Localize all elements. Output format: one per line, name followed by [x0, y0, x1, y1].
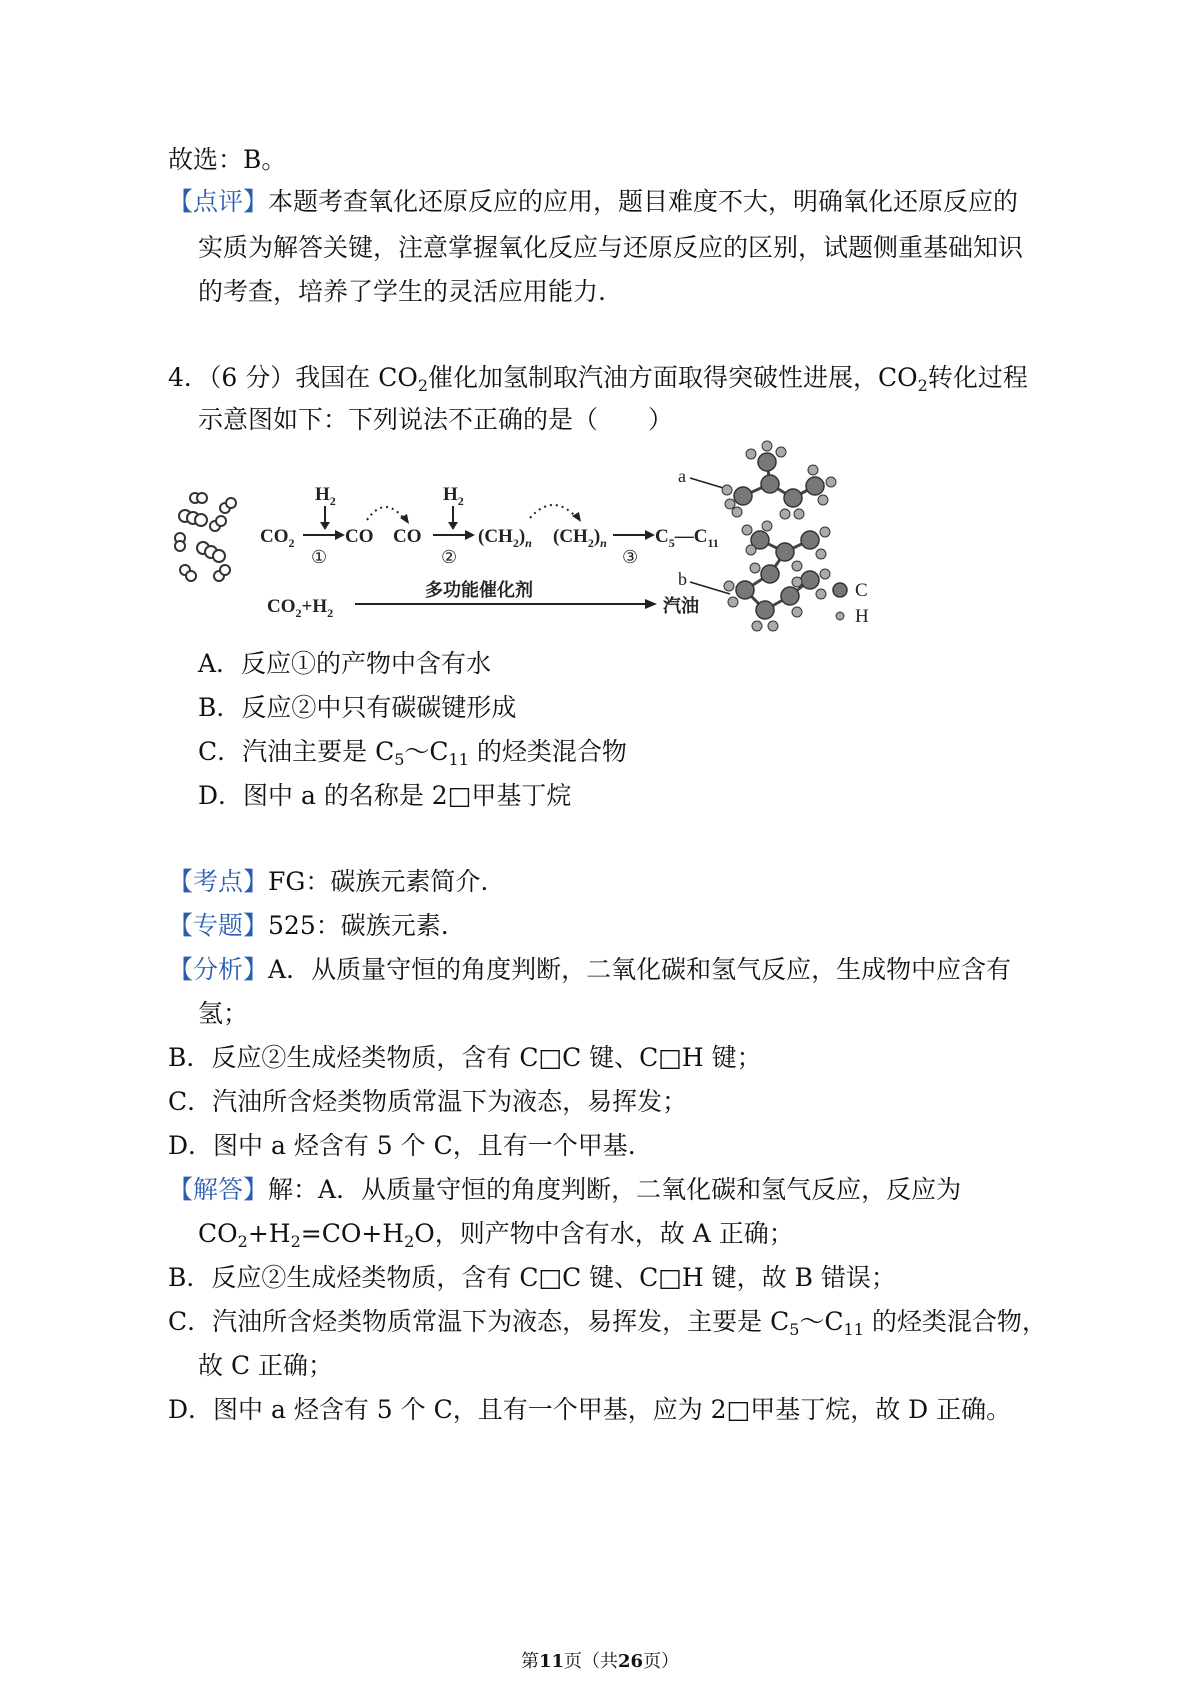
label-b: b [678, 569, 687, 589]
fenxi-line-1 [168, 954, 1011, 986]
option-c-text-a: C．汽油主要是 C [198, 737, 395, 766]
fenxi-tag: 【分析】 [168, 955, 269, 984]
dianping-tag: 【点评】 [168, 187, 269, 216]
co2-molecule-cluster [175, 493, 236, 581]
catalyst-label: 多功能催化剂 [425, 580, 533, 601]
jieda-line2-d: O，则产物中含有水，故 A 正确； [414, 1219, 794, 1248]
kaodian-text: FG：碳族元素简介. [268, 867, 489, 896]
gasoline-label: 汽油 [663, 596, 699, 617]
question-sub-a: 2 [417, 376, 429, 395]
jieda-text-1: 解：A．从质量守恒的角度判断，二氧化碳和氢气反应，反应为 [268, 1175, 962, 1204]
legend-carbon-label: C [855, 580, 868, 601]
co2-formula: $CO_2$ [260, 526, 295, 550]
c5-c11-formula: $C_5—C_{11}$ [655, 526, 719, 550]
jieda-line2-b: +H [247, 1219, 291, 1248]
option-c-sub-1: 5 [394, 750, 405, 769]
co2-h2-reactants: $CO_2+H_2$ [267, 596, 334, 620]
dianping-text-1: 本题考查氧化还原反应的应用，题目难度不大，明确氧化还原反应的 [268, 187, 1019, 216]
dianping-line-2: 实质为解答关键，注意掌握氧化反应与还原反应的区别，试题侧重基础知识 [198, 233, 1024, 262]
question-text-b: 催化加氢制取汽油方面取得突破性进展，CO [428, 363, 918, 392]
ch2n-formula-2: $(CH_2)_n$ [553, 526, 607, 550]
jieda-line2-sub-2: 2 [290, 1232, 301, 1251]
jieda-line2-c: =CO+H [300, 1219, 405, 1248]
jieda-line-2 [198, 1218, 794, 1250]
h2-label-1: $H_2$ [315, 484, 336, 508]
jieda-line2-sub-1: 2 [237, 1232, 248, 1251]
co-formula-2: CO [393, 526, 422, 547]
option-b: B．反应②中只有碳碳键形成 [198, 693, 517, 722]
jieda-line4-a: C．汽油所含烃类物质常温下为液态，易挥发，主要是 C [168, 1307, 790, 1336]
option-c-sub-2: 11 [448, 750, 469, 769]
molecule-a [678, 441, 836, 519]
step1-label: ① [311, 547, 328, 567]
jieda-tag: 【解答】 [168, 1175, 269, 1204]
question-line-1 [168, 362, 1028, 394]
question-text-a: 4．（6 分）我国在 CO [168, 363, 418, 392]
dianping-line-1 [168, 186, 1018, 218]
option-c [198, 736, 627, 768]
kaodian-line [168, 866, 488, 898]
option-c-text-c: 的烃类混合物 [468, 737, 627, 766]
zhuanti-line [168, 910, 449, 942]
fenxi-line-3: B．反应②生成烃类物质，含有 C□C 键、C□H 键； [168, 1043, 762, 1072]
dotted-transfer-2 [530, 505, 577, 518]
option-c-text-b: ～C [404, 737, 449, 766]
ch2n-formula-1: $(CH_2)_n$ [478, 526, 532, 550]
catalyst-arrowhead [645, 599, 657, 609]
footer-prefix: 第 [520, 1651, 539, 1672]
dianping-line-3: 的考查，培养了学生的灵活应用能力. [198, 277, 606, 306]
jieda-line4-sub-1: 5 [789, 1320, 800, 1339]
zhuanti-tag: 【专题】 [168, 911, 269, 940]
question-line-2: 示意图如下：下列说法不正确的是（ ） [198, 405, 674, 434]
jieda-line-5: 故 C 正确； [198, 1351, 334, 1380]
jieda-line-6: D．图中 a 烃含有 5 个 C，且有一个甲基，应为 2□甲基丁烷，故 D 正确。 [168, 1395, 1012, 1424]
jieda-line-3: B．反应②生成烃类物质，含有 C□C 键、C□H 键，故 B 错误； [168, 1263, 896, 1292]
fenxi-line-5: D．图中 a 烃含有 5 个 C，且有一个甲基. [168, 1131, 636, 1160]
step3-label: ③ [622, 547, 639, 567]
jieda-line4-c: 的烃类混合物， [863, 1307, 1047, 1336]
h2-arrowhead-2 [448, 522, 458, 530]
footer-suffix: 页） [643, 1651, 680, 1672]
atom-legend [833, 580, 869, 627]
question-sub-b: 2 [917, 376, 928, 395]
kaodian-tag: 【考点】 [168, 867, 269, 896]
option-a: A．反应①的产物中含有水 [198, 649, 492, 678]
step2-arrowhead [465, 530, 475, 540]
jieda-line2-sub-3: 2 [404, 1232, 415, 1251]
reaction-row [260, 484, 719, 620]
footer-total-pages: 26 [618, 1651, 644, 1672]
dotted-arrowhead-1 [400, 514, 409, 524]
step1-arrowhead [335, 530, 345, 540]
jieda-line-1 [168, 1174, 961, 1206]
hydrogen-legend-icon [836, 612, 844, 620]
step3-arrowhead [645, 530, 655, 540]
label-a: a [678, 466, 686, 486]
footer-page-number: 11 [538, 1651, 564, 1672]
legend-hydrogen-label: H [855, 606, 869, 627]
jieda-line2-a: CO [198, 1219, 238, 1248]
page-footer [0, 1650, 1200, 1674]
jieda-line4-b: ～C [799, 1307, 844, 1336]
h2-label-2: $H_2$ [443, 484, 464, 508]
fenxi-line-4: C．汽油所含烃类物质常温下为液态，易挥发； [168, 1087, 688, 1116]
option-d: D．图中 a 的名称是 2□甲基丁烷 [198, 781, 572, 810]
h2-arrowhead-1 [320, 522, 330, 530]
fenxi-text-1: A．从质量守恒的角度判断，二氧化碳和氢气反应，生成物中应含有 [268, 955, 1012, 984]
question-text-c: 转化过程 [927, 363, 1028, 392]
dotted-transfer-1 [367, 507, 405, 520]
carbon-legend-icon [833, 583, 847, 597]
jieda-line4-sub-2: 11 [843, 1320, 864, 1339]
zhuanti-text: 525：碳族元素. [268, 911, 449, 940]
co-formula-1: CO [345, 526, 374, 547]
step2-label: ② [441, 547, 458, 567]
footer-middle: 页（共 [564, 1651, 618, 1672]
fenxi-line-2: 氢； [198, 999, 249, 1028]
conclusion: 故选：B。 [168, 145, 287, 174]
jieda-line-4 [168, 1306, 1047, 1338]
